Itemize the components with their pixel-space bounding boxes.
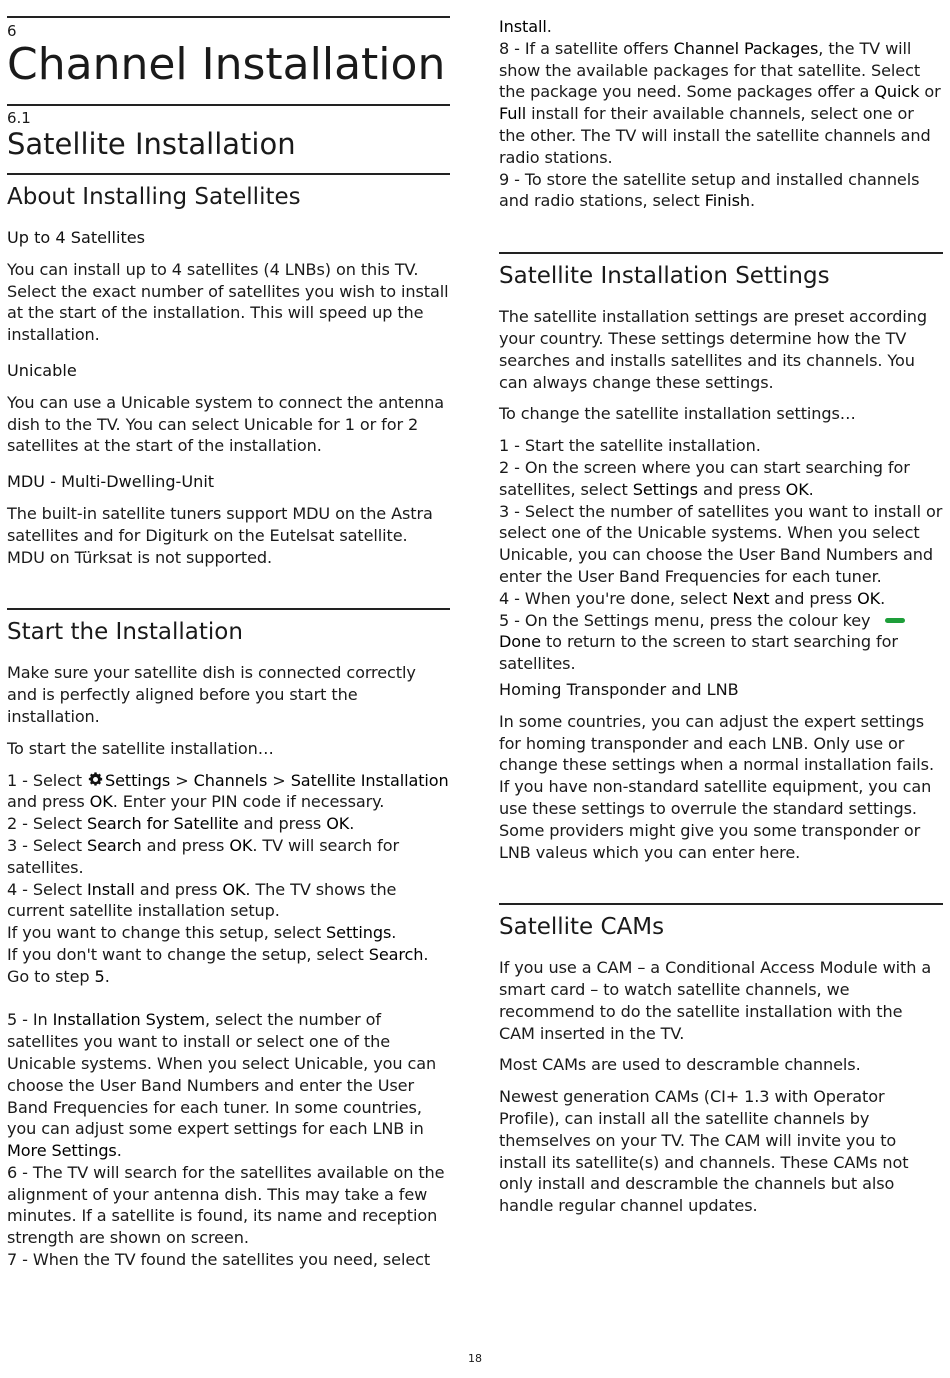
start-step-5: 5 - In Installation System, select the number of satellites you want to install or select one of the Unicable systems. When you select Unicable, you can choose the User Band Numbers and enter the User Band Frequencies for each tuner. In some countries, you can adjust some expert settings for each LNB in More Settings. (7, 1010, 437, 1161)
start-step-1: 1 - Select Settings > Channels > Satellite Installation and press OK. Enter your PIN code if necessary. (7, 770, 449, 812)
start-step-7-cont: Install. (499, 17, 552, 36)
section-rule (7, 104, 450, 106)
cams-p1: If you use a CAM – a Conditional Access Module with a smart card – to watch satellite channels, we recommend to do the satellite installation with the CAM inserted in the TV. (499, 958, 932, 1043)
up-to-4-text: You can install up to 4 satellites (4 LNBs) on this TV. Select the exact number of satellites you wish to install at the start of the installation. This will speed up the installation. (7, 259, 449, 345)
section-title: Satellite Installation (7, 127, 296, 161)
mdu-text: The built-in satellite tuners support MDU on the Astra satellites and for Digiturk on the Eutelsat satellite. MDU on Türksat is not supported. (7, 503, 433, 567)
settings-to-change: To change the satellite installation settings… (499, 404, 856, 424)
start-step-9: 9 - To store the satellite setup and installed channels and radio stations, select Finish. (499, 169, 920, 211)
green-key-icon (885, 618, 905, 623)
homing-text: In some countries, you can adjust the expert settings for homing transponder and each LNB. Only use or change these settings when a normal installation fails. If you have non-standard satellite equipment, you can use these settings to overrule the standard settings. Some providers might give you some transponder or LNB valeus which you can enter here. (499, 711, 934, 862)
settings-title: Satellite Installation Settings (499, 263, 830, 290)
start-title: Start the Installation (7, 619, 243, 646)
start-step-6: 6 - The TV will search for the satellites available on the alignment of your antenna dish. This may take a few minutes. If a satellite is found, its name and reception strength are shown on screen. (7, 1162, 445, 1248)
chapter-title: Channel Installation (7, 39, 446, 90)
start-rule (7, 608, 450, 610)
chapter-number: 6 (7, 22, 17, 40)
start-step-8: 8 - If a satellite offers Channel Packages, the TV will show the available packages for that satellite. Select the package you need. Some packages offer a Quick or Full install for their available channels, select one or the other. The TV will install the satellite channels and radio stations. (499, 38, 941, 167)
page-number: 18 (468, 1352, 482, 1365)
right-column (499, 0, 943, 1217)
chapter-rule (7, 16, 450, 18)
unicable-text: You can use a Unicable system to connect the antenna dish to the TV. You can select Unicable for 1 or for 2 satellites at the start of the installation. (7, 392, 445, 456)
settings-step-3: 3 - Select the number of satellites you want to install or select one of the Unicable systems. When you select Unicable, you can choose the User Band Numbers and enter the User Band Frequencies for each tuner. (499, 501, 943, 586)
start-to-start: To start the satellite installation… (7, 738, 274, 758)
unicable-heading: Unicable (7, 360, 77, 380)
start-step-7: 7 - When the TV found the satellites you need, select (7, 1250, 431, 1270)
start-step-4: 4 - Select Install and press OK. The TV shows the current satellite installation setup. (7, 879, 397, 921)
start-step-4-nochange: If you don't want to change the setup, select Search. Go to step 5. (7, 944, 429, 986)
start-intro: Make sure your satellite dish is connected correctly and is perfectly aligned before you start the installation. (7, 663, 416, 726)
cams-rule (499, 903, 943, 905)
cams-p3: Newest generation CAMs (CI+ 1.3 with Operator Profile), can install all the satellite channels by themselves on your TV. The CAM will invite you to install its satellite(s) and channels. These CAMs not only install and descramble the channels but also handle regular channel updates. (499, 1087, 909, 1216)
mdu-heading: MDU - Multi-Dwelling-Unit (7, 472, 215, 492)
about-title: About Installing Satellites (7, 184, 301, 210)
cams-p2: Most CAMs are used to descramble channels. (499, 1055, 861, 1075)
settings-rule (499, 252, 943, 254)
cams-title: Satellite CAMs (499, 914, 665, 941)
settings-step-4: 4 - When you're done, select Next and press OK. (499, 588, 886, 608)
start-step-2: 2 - Select Search for Satellite and press OK. (7, 814, 355, 834)
start-step-3: 3 - Select Search and press OK. TV will search for satellites. (7, 835, 399, 877)
start-step-4-change: If you want to change this setup, select Settings. (7, 923, 397, 943)
settings-step-1: 1 - Start the satellite installation. (499, 436, 761, 456)
section-number: 6.1 (7, 109, 31, 127)
homing-heading: Homing Transponder and LNB (499, 679, 739, 699)
about-rule (7, 173, 450, 175)
settings-step-5: 5 - On the Settings menu, press the colour key Done to return to the screen to start searching for satellites. (499, 610, 943, 675)
left-column (7, 0, 450, 1271)
up-to-4-heading: Up to 4 Satellites (7, 228, 146, 247)
settings-step-2: 2 - On the screen where you can start searching for satellites, select Settings and press OK. (499, 457, 910, 499)
settings-intro: The satellite installation settings are preset according your country. These settings determine how the TV searches and installs satellites and its channels. You can always change these settings. (499, 307, 927, 392)
gear-icon (87, 771, 104, 788)
